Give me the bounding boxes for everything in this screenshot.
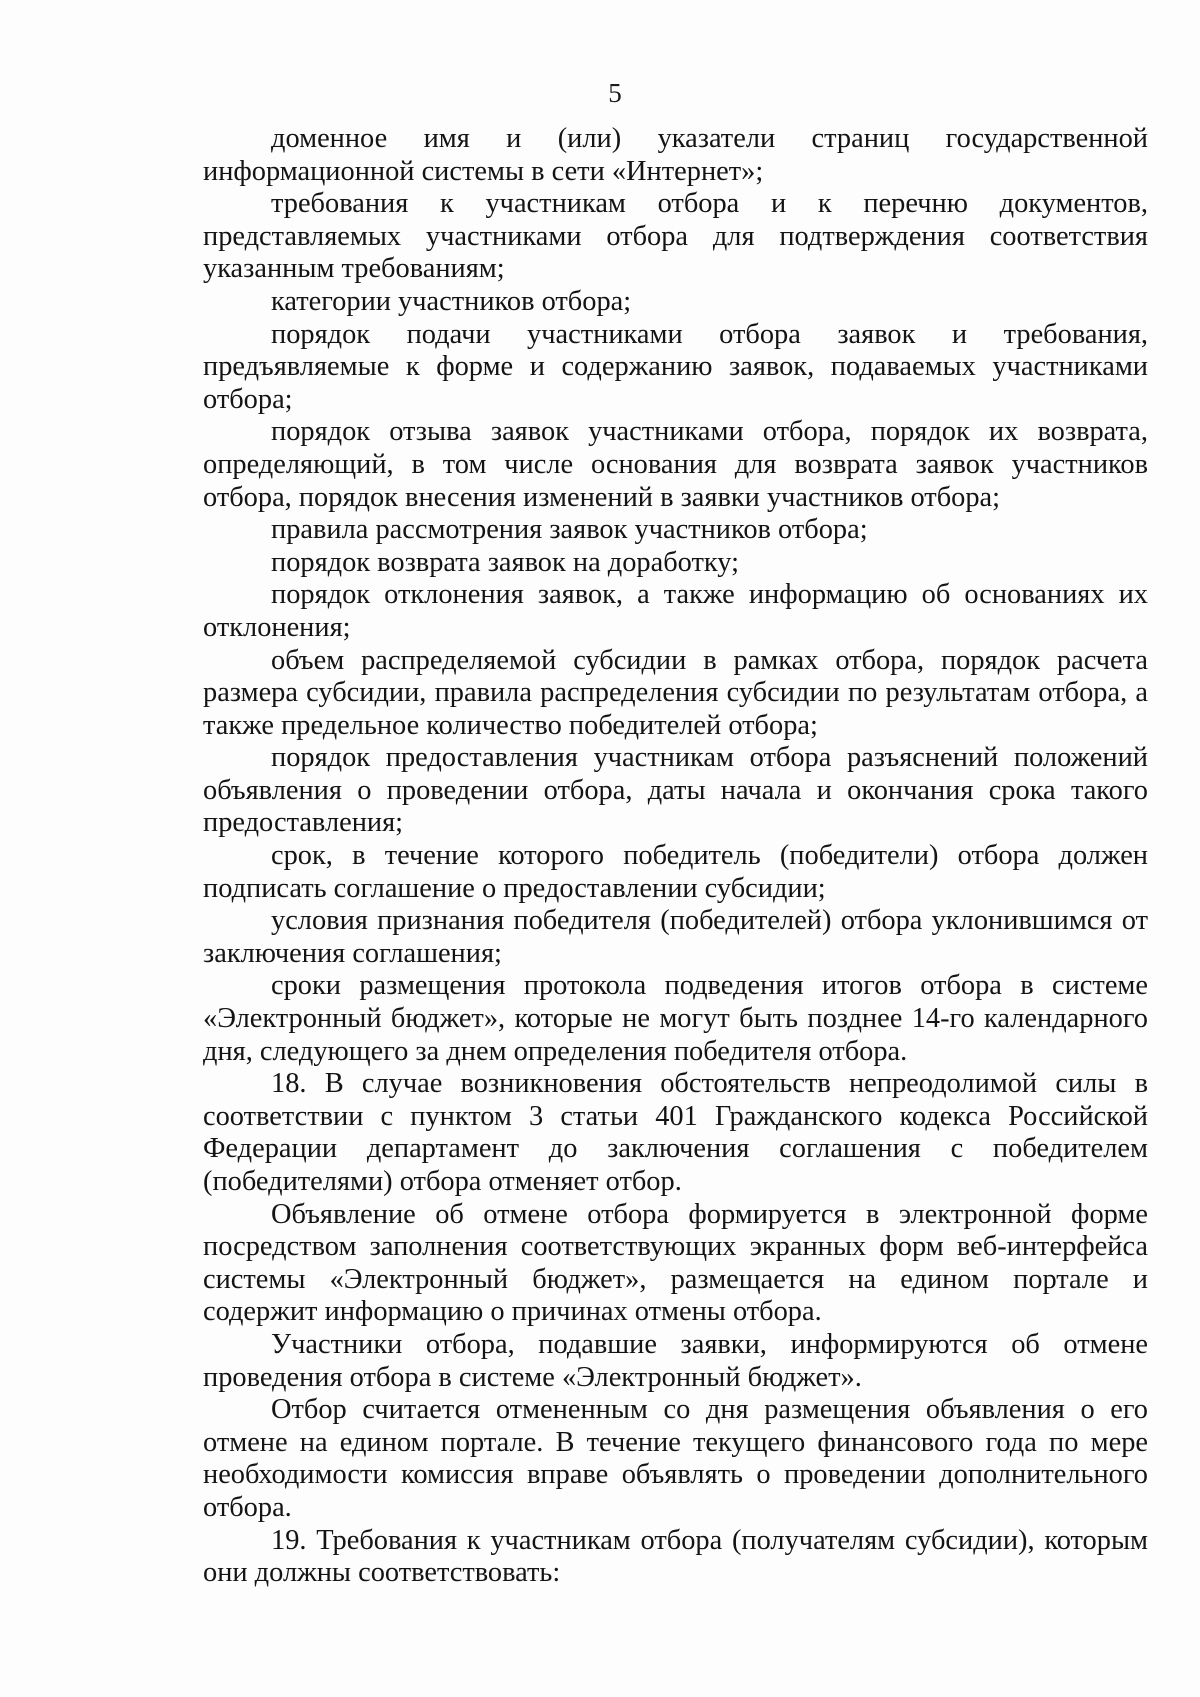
paragraph-clarifications: порядок предоставления участникам отбора разъяснений положений объявления о проведении отбора, даты начала и окончания срока такого предоставления; bbox=[203, 742, 1148, 839]
paragraph-return-for-revision: порядок возврата заявок на доработку; bbox=[271, 546, 739, 578]
paragraph-participant-requirements: требования к участникам отбора и к перечню документов, представляемых участниками отбора для подтверждения соответствия указанным требованиям; bbox=[203, 188, 1148, 285]
paragraph-item-19: 19. Требования к участникам отбора (получателям субсидии), которым они должны соответствовать: bbox=[203, 1524, 1148, 1589]
paragraph-withdrawal-procedure: порядок отзыва заявок участниками отбора, порядок их возврата, определяющий, в том числе основания для возврата заявок участников отбора, порядок внесения изменений в заявки участников отбора; bbox=[203, 416, 1148, 513]
paragraph-submission-procedure: порядок подачи участниками отбора заявок и требования, предъявляемые к форме и содержанию заявок, подаваемых участниками отбора; bbox=[203, 318, 1148, 415]
paragraph-domain-name: доменное имя и (или) указатели страниц государственной информационной системы в сети «Интернет»; bbox=[203, 123, 1148, 187]
paragraph-evasion-conditions: условия признания победителя (победителей) отбора уклонившимся от заключения соглашения; bbox=[203, 905, 1148, 969]
paragraph-selection-cancelled: Отбор считается отмененным со дня размещения объявления о его отмене на едином портале. В течение текущего финансового года по мере необходимости комиссия вправе объявлять о проведении дополнительного отбора. bbox=[203, 1394, 1148, 1523]
paragraph-subsidy-volume: объем распределяемой субсидии в рамках отбора, порядок расчета размера субсидии, правила распределения субсидии по результатам отбора, а также предельное количество победителей отбора; bbox=[203, 644, 1148, 741]
paragraph-protocol-deadline: сроки размещения протокола подведения итогов отбора в системе «Электронный бюджет», которые не могут быть позднее 14-го календарного дня, следующего за днем определения победителя отбора. bbox=[203, 970, 1148, 1067]
paragraph-participant-categories: категории участников отбора; bbox=[271, 285, 632, 317]
paragraph-review-rules: правила рассмотрения заявок участников отбора; bbox=[271, 514, 868, 546]
paragraph-cancellation-notice: Объявление об отмене отбора формируется в электронной форме посредством заполнения соответствующих экранных форм веб-интерфейса системы «Электронный бюджет», размещается на едином портале и содержит информацию о причинах отмены отбора. bbox=[203, 1198, 1148, 1328]
paragraph-signing-deadline: срок, в течение которого победитель (победители) отбора должен подписать соглашение о предоставлении субсидии; bbox=[203, 840, 1148, 904]
paragraph-participants-informed: Участники отбора, подавшие заявки, информируются об отмене проведения отбора в системе «Электронный бюджет». bbox=[203, 1328, 1148, 1393]
page-number: 5 bbox=[608, 78, 622, 108]
paragraph-rejection-procedure: порядок отклонения заявок, а также информацию об основаниях их отклонения; bbox=[203, 579, 1148, 643]
document-body bbox=[203, 123, 1148, 1590]
paragraph-item-18: 18. В случае возникновения обстоятельств непреодолимой силы в соответствии с пунктом 3 статьи 401 Гражданского кодекса Российской Федерации департамент до заключения соглашения с победителем (победителями) отбора отменяет отбор. bbox=[203, 1068, 1148, 1197]
